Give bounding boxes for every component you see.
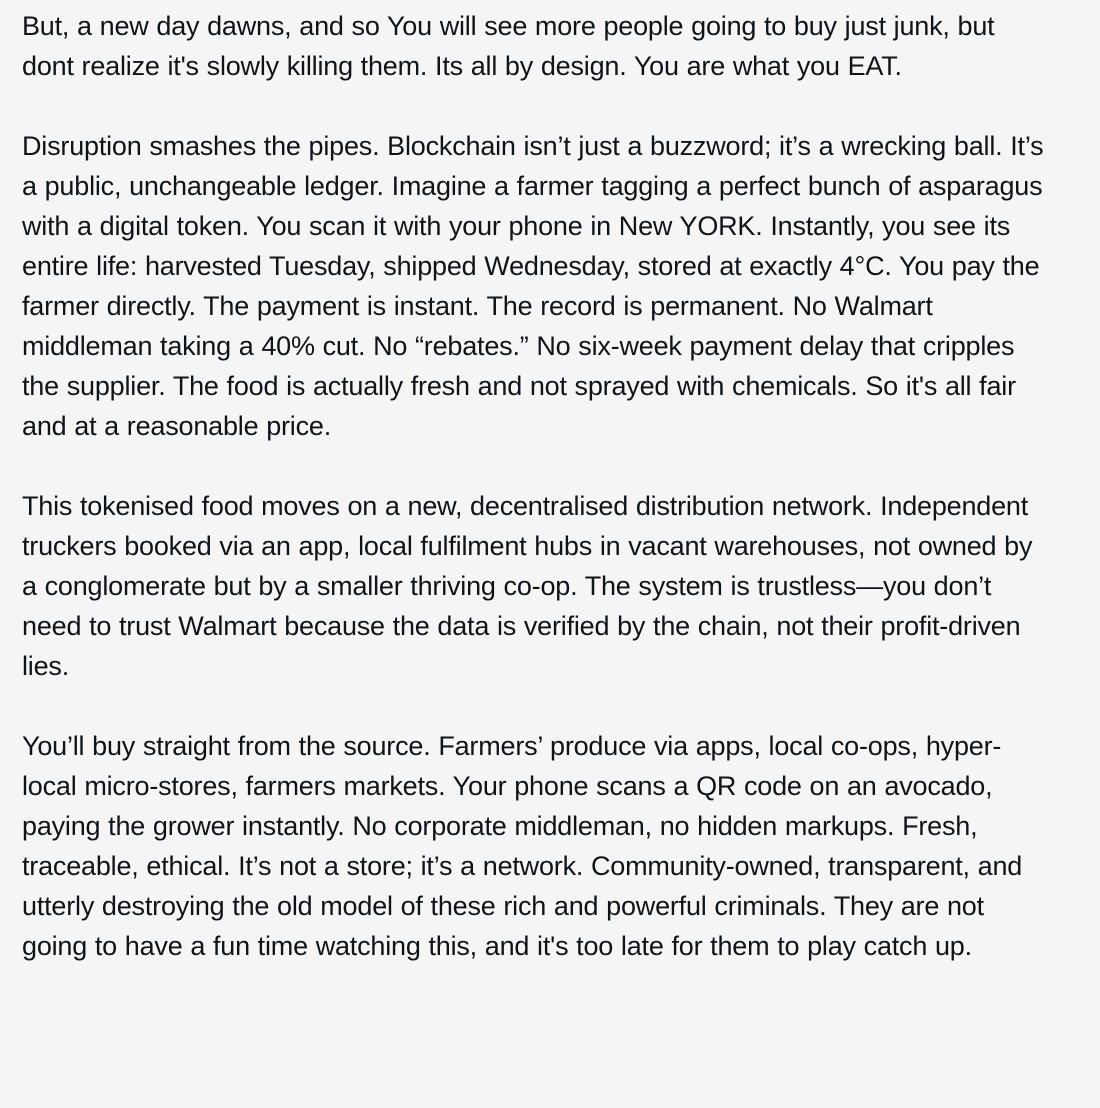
- post-paragraph-4: You’ll buy straight from the source. Farmers’ produce via apps, local co-ops, hyper-local micro-stores, farmers markets. Your phone scans a QR code on an avocado, paying the grower instantly. No corporate middleman, no hidden markups. Fresh, traceable, ethical. It’s not a store; it’s a network. Community-owned, transparent, and utterly destroying the old model of these rich and powerful criminals. They are not going to have a fun time watching this, and it's too late for them to play catch up.: [22, 731, 1023, 961]
- post-paragraph-3: This tokenised food moves on a new, decentralised distribution network. Independent truckers booked via an app, local fulfilment hubs in vacant warehouses, not owned by a conglomerate but by a smaller thriving co-op. The system is trustless—you don’t need to trust Walmart because the data is verified by the chain, not their profit-driven lies.: [22, 491, 1033, 681]
- post-paragraph-2: Disruption smashes the pipes. Blockchain isn’t just a buzzword; it’s a wrecking ball. It’s a public, unchangeable ledger. Imagine a farmer tagging a perfect bunch of asparagus with a digital token. You scan it with your phone in New YORK. Instantly, you see its entire life: harvested Tuesday, shipped Wednesday, stored at exactly 4°C. You pay the farmer directly. The payment is instant. The record is permanent. No Walmart middleman taking a 40% cut. No “rebates.” No six-week payment delay that cripples the supplier. The food is actually fresh and not sprayed with chemicals. So it's all fair and at a reasonable price.: [22, 131, 1044, 441]
- post-paragraph-1: But, a new day dawns, and so You will see more people going to buy just junk, but dont realize it's slowly killing them. Its all by design. You are what you EAT.: [22, 11, 995, 81]
